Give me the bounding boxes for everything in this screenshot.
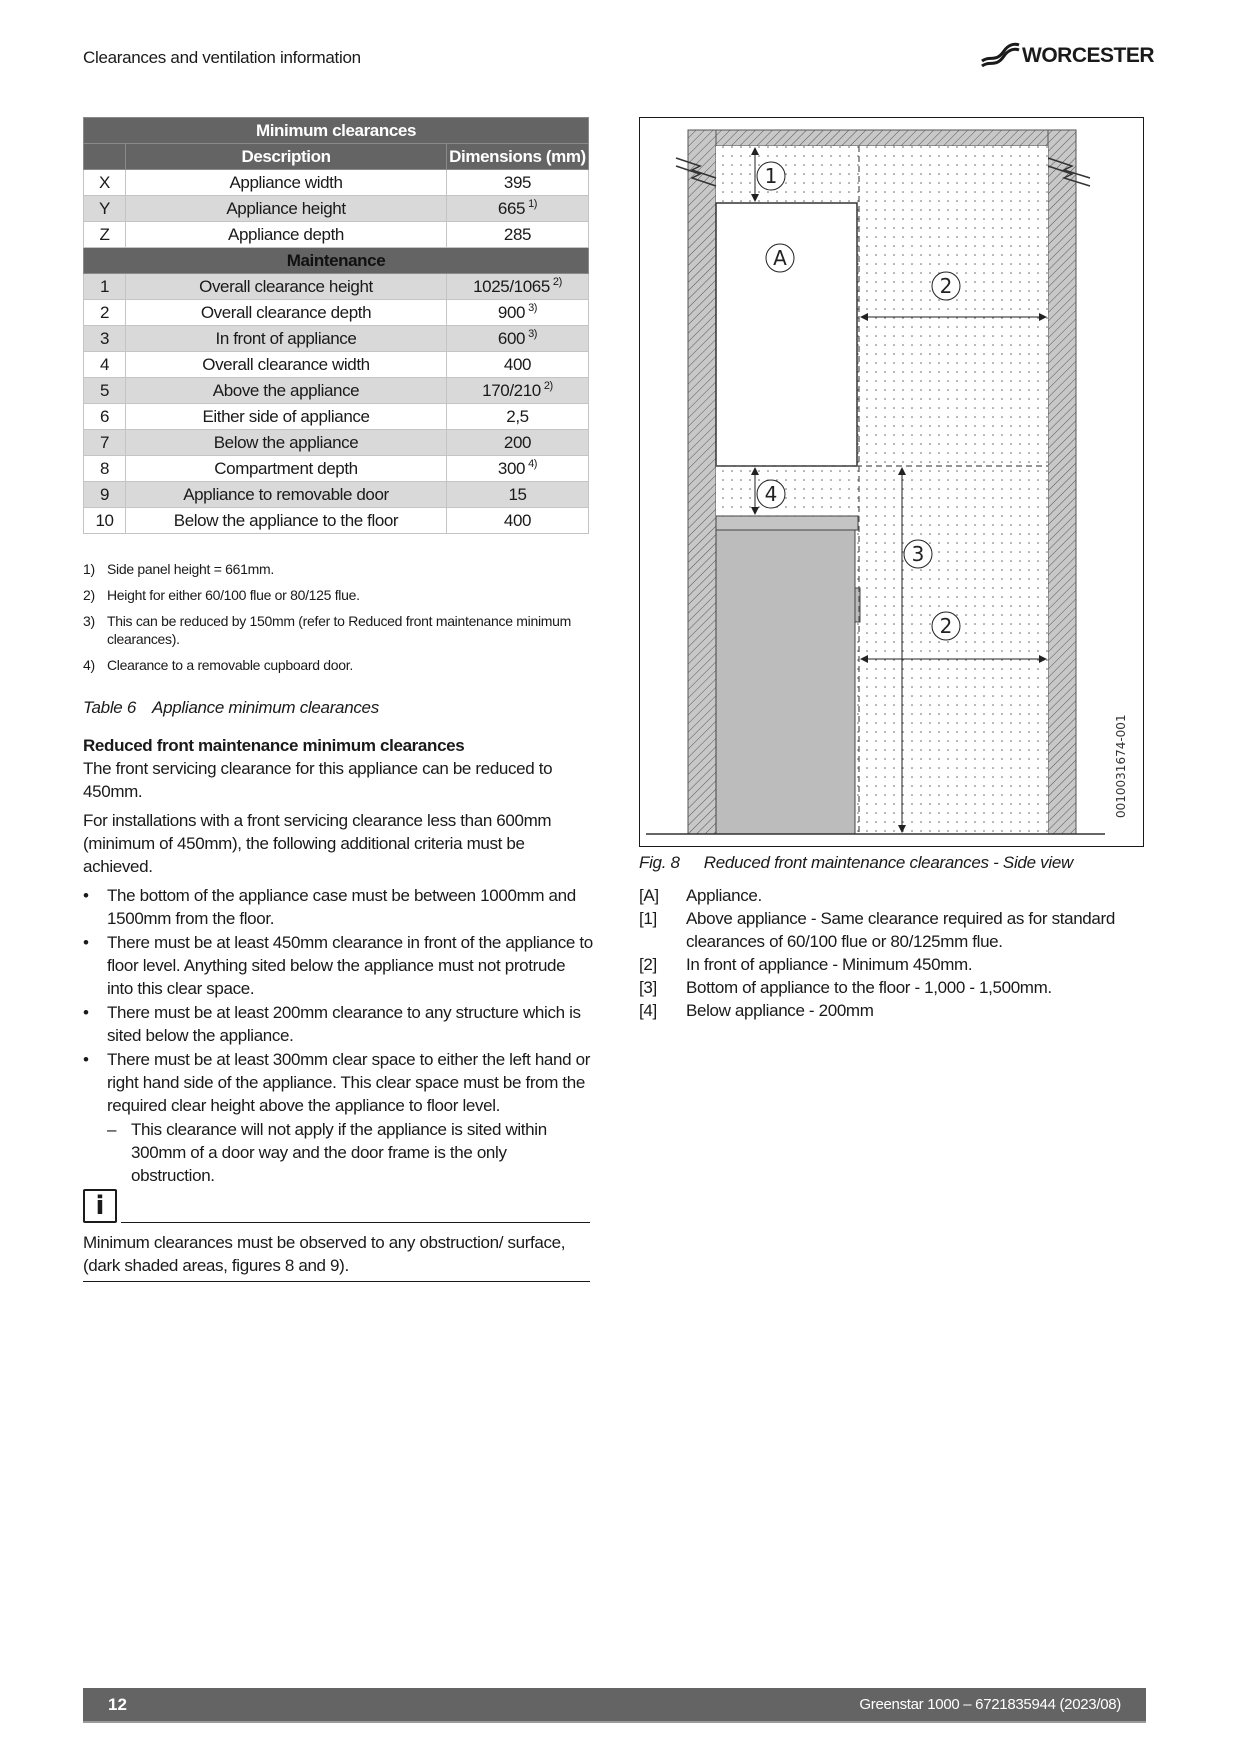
- table-title: Minimum clearances: [84, 118, 589, 144]
- svg-text:1: 1: [764, 164, 778, 188]
- info-note: [83, 1189, 590, 1282]
- table-row: [84, 274, 589, 300]
- bullet-item: • There must be at least 200mm clearance to any structure which is sited below the appliance.: [83, 1003, 581, 1045]
- row-key: 3: [84, 326, 126, 352]
- page-number: 12: [108, 1694, 127, 1714]
- row-key: Z: [84, 222, 126, 248]
- worcester-logo: [980, 36, 1154, 68]
- column-header-description: Description: [126, 144, 447, 170]
- row-key: 1: [84, 274, 126, 300]
- row-key: 5: [84, 378, 126, 404]
- bullet-item: • There must be at least 450mm clearance in front of the appliance to floor level. Anything sited below the appliance must not protrude into this clear space.: [83, 933, 593, 998]
- row-value: 900 $^{3)}$: [447, 300, 589, 326]
- table-row: [84, 404, 589, 430]
- footnote-ref: 3): [528, 302, 538, 314]
- row-description: In front of appliance: [126, 326, 447, 352]
- row-description: Appliance depth: [126, 222, 447, 248]
- row-value: 665 $^{1)}$: [447, 196, 589, 222]
- table-row: [84, 456, 589, 482]
- footnote: 2) Height for either 60/100 flue or 80/125 flue.: [83, 587, 360, 603]
- table-row: [84, 170, 589, 196]
- footnote-ref: 2): [543, 380, 553, 392]
- figure-legend: [639, 884, 1144, 1022]
- table-row: [84, 326, 589, 352]
- reduced-front-maintenance-section: [83, 734, 593, 1187]
- row-description: Appliance height: [126, 196, 447, 222]
- maintenance-section-header: Maintenance: [84, 248, 589, 274]
- row-key: 4: [84, 352, 126, 378]
- row-description: Appliance to removable door: [126, 482, 447, 508]
- legend-item: [1] Above appliance - Same clearance required as for standard clearances of 60/100 flue or 80/125mm flue.: [639, 909, 1115, 951]
- row-description: Overall clearance depth: [126, 300, 447, 326]
- info-icon: i: [83, 1189, 117, 1223]
- minimum-clearances-table: [83, 117, 589, 534]
- sub-bullet-item: – This clearance will not apply if the appliance is sited within 300mm of a door way and the door frame is the only obstruction.: [107, 1120, 547, 1185]
- row-value: 15: [447, 482, 589, 508]
- row-value: 400: [447, 508, 589, 534]
- table-row: [84, 222, 589, 248]
- row-value: 395: [447, 170, 589, 196]
- paragraph: The front servicing clearance for this appliance can be reduced to 450mm.: [83, 759, 553, 801]
- row-value: 300 $^{4)}$: [447, 456, 589, 482]
- row-key: 8: [84, 456, 126, 482]
- legend-item: [2] In front of appliance - Minimum 450mm.: [639, 955, 973, 974]
- legend-item: [4] Below appliance - 200mm: [639, 1001, 874, 1020]
- note-text: Minimum clearances must be observed to any obstruction/ surface, (dark shaded areas, figures 8 and 9).: [83, 1231, 590, 1282]
- section-header-title: Clearances and ventilation information: [83, 48, 361, 67]
- footnote-ref: 2): [552, 276, 562, 288]
- row-description: Compartment depth: [126, 456, 447, 482]
- row-description: Below the appliance: [126, 430, 447, 456]
- figure-side-view-diagram: [639, 117, 1144, 847]
- svg-text:A: A: [773, 246, 787, 270]
- row-value: 2,5: [447, 404, 589, 430]
- clearance-diagram: [640, 118, 1143, 846]
- logo-text: WORCESTER: [1022, 44, 1154, 67]
- row-value: 600 $^{3)}$: [447, 326, 589, 352]
- figure-image-id: 0010031674-001: [1114, 714, 1128, 818]
- row-key: X: [84, 170, 126, 196]
- section-heading: Reduced front maintenance minimum clearances: [83, 736, 465, 755]
- page-footer: [83, 1688, 1146, 1723]
- row-description: Either side of appliance: [126, 404, 447, 430]
- footnote-ref: 4): [528, 458, 538, 470]
- note-divider: [121, 1222, 590, 1223]
- table-row: [84, 352, 589, 378]
- row-key: Y: [84, 196, 126, 222]
- table-row: [84, 196, 589, 222]
- document-reference: Greenstar 1000 – 6721835944 (2023/08): [859, 1696, 1121, 1713]
- bullet-item: • There must be at least 300mm clear space to either the left hand or right hand side of the appliance. This clear space must be from the required clear height above the appliance to floor level.: [83, 1050, 591, 1115]
- row-value: 400: [447, 352, 589, 378]
- row-value: 285: [447, 222, 589, 248]
- column-header-dimensions: Dimensions (mm): [447, 144, 589, 170]
- row-value: 1025/1065 $^{2)}$: [447, 274, 589, 300]
- worcester-wave-logo-icon: [980, 37, 1020, 67]
- row-description: Below the appliance to the floor: [126, 508, 447, 534]
- row-description: Above the appliance: [126, 378, 447, 404]
- svg-text:4: 4: [764, 482, 778, 506]
- svg-text:3: 3: [911, 542, 925, 566]
- footnote-ref: 3): [528, 328, 538, 340]
- table-caption: Table 6 Appliance minimum clearances: [83, 698, 379, 717]
- row-value: 170/210 $^{2)}$: [447, 378, 589, 404]
- column-header-key: [84, 144, 126, 170]
- row-description: Overall clearance width: [126, 352, 447, 378]
- row-key: 9: [84, 482, 126, 508]
- figure-caption: Fig. 8 Reduced front maintenance clearances - Side view: [639, 853, 1073, 872]
- row-key: 2: [84, 300, 126, 326]
- svg-text:2: 2: [939, 274, 953, 298]
- table-row: [84, 430, 589, 456]
- row-key: 7: [84, 430, 126, 456]
- bullet-item: • The bottom of the appliance case must be between 1000mm and 1500mm from the floor.: [83, 886, 576, 928]
- footnote: 4) Clearance to a removable cupboard door.: [83, 657, 353, 673]
- table-footnotes: [83, 560, 593, 682]
- paragraph: For installations with a front servicing clearance less than 600mm (minimum of 450mm), the following additional criteria must be achieved.: [83, 811, 552, 876]
- table-row: [84, 378, 589, 404]
- table-row: [84, 482, 589, 508]
- row-key: 6: [84, 404, 126, 430]
- legend-item: [3] Bottom of appliance to the floor - 1,000 - 1,500mm.: [639, 978, 1052, 997]
- footnote: 3) This can be reduced by 150mm (refer to Reduced front maintenance minimum clearances).: [83, 613, 571, 647]
- footnote: 1) Side panel height = 661mm.: [83, 561, 274, 577]
- footnote-ref: 1): [528, 198, 538, 210]
- legend-item: [A] Appliance.: [639, 886, 762, 905]
- table-row: [84, 508, 589, 534]
- row-description: Overall clearance height: [126, 274, 447, 300]
- table-row: [84, 300, 589, 326]
- row-description: Appliance width: [126, 170, 447, 196]
- row-key: 10: [84, 508, 126, 534]
- svg-text:2: 2: [939, 614, 953, 638]
- row-value: 200: [447, 430, 589, 456]
